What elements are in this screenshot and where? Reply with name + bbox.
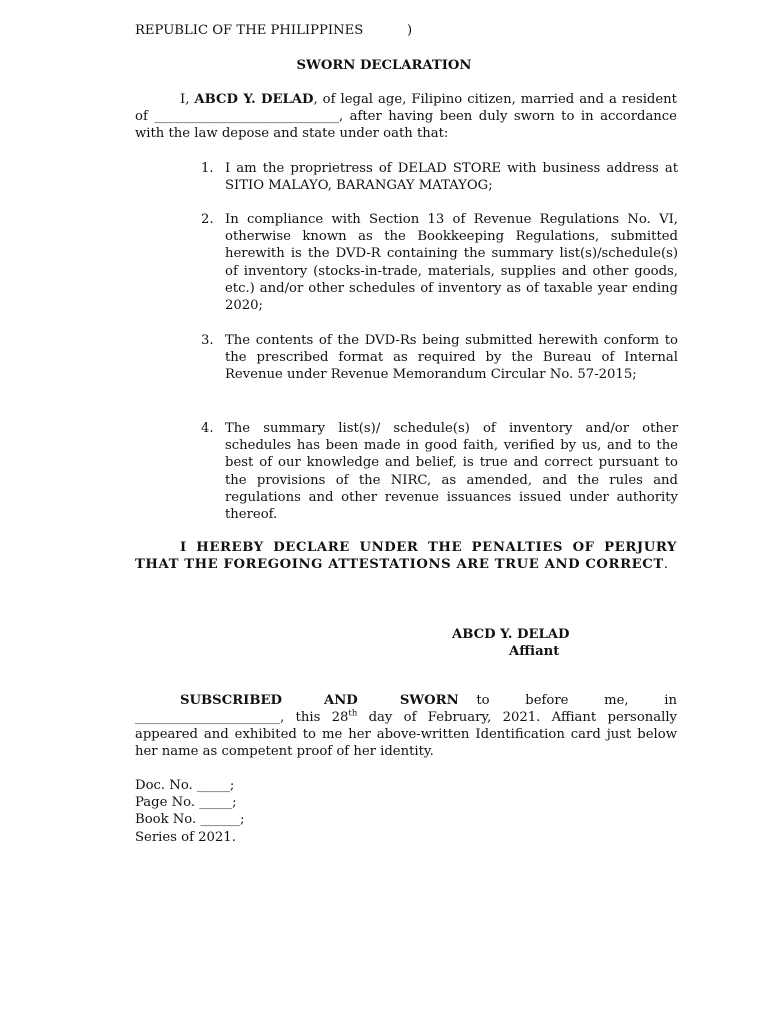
doc-number: Doc. No. _____;: [135, 778, 235, 793]
jurat-body: [135, 709, 677, 761]
perjury-declaration: [135, 539, 677, 573]
intro-prefix: I,: [180, 92, 190, 107]
list-item-text: In compliance with Section 13 of Revenue Regulations No. VI, otherwise known as the Bookkeeping Regulations, submitted herewith is the DVD-R containing the summary list(s)/schedule(s) of inventory (stocks-in-trade, materials, supplies and other goods, etc.) and/or other schedules of inventory as of taxable year ending 2020;: [225, 212, 678, 314]
venue-bracket: ): [407, 23, 413, 38]
declaration-text: I HEREBY DECLARE UNDER THE PENALTIES OF PERJURY THAT THE FOREGOING ATTESTATIONS ARE TRUE AND CORRECT: [135, 540, 677, 573]
series-year: Series of 2021.: [135, 830, 236, 845]
book-number: Book No. ______;: [135, 812, 245, 827]
venue-text: REPUBLIC OF THE PHILIPPINES: [135, 23, 364, 38]
list-item-text: The contents of the DVD-Rs being submitted herewith conform to the prescribed format as required by the Bureau of Internal Revenue under Revenue Memorandum Circular No. 57-2015;: [225, 333, 678, 383]
jurat-lead: SUBSCRIBED AND SWORN: [180, 693, 459, 708]
list-item-number: 1.: [201, 161, 214, 176]
declaration-period: .: [663, 557, 669, 573]
jurat-text-1: to before me, in: [476, 693, 677, 708]
venue-header: [135, 22, 363, 39]
jurat-text-3: day of February, 2021. Affiant personally appeared and exhibited to me her above-written Identification card just below her name as competent proof of her identity.: [135, 710, 677, 760]
jurat-ordinal-suffix: th: [348, 708, 358, 719]
list-item-number: 2.: [201, 212, 214, 227]
list-item-text: The summary list(s)/ schedule(s) of inventory and/or other schedules has been made in good faith, verified by us, and to the best of our knowledge and belief, is true and correct pursuant to the provisions of the NIRC, as amended, and the rules and regulations and other revenue issuances issued under authority thereof.: [225, 421, 678, 523]
residence-blank: ____________________________: [147, 109, 339, 125]
jurat-text-2: , this 28: [280, 710, 349, 725]
jurat-blank: ______________________: [135, 710, 281, 725]
affiant-name: ABCD Y. DELAD: [194, 92, 314, 107]
page-number: Page No. _____;: [135, 795, 237, 810]
list-item-text: I am the proprietress of DELAD STORE with business address at SITIO MALAYO, BARANGAY MATAYOG;: [225, 161, 678, 194]
signature-name: ABCD Y. DELAD: [452, 627, 570, 642]
intro-text-2: , after having been duly sworn to in accordance with the law depose and state under oath that:: [135, 109, 677, 142]
document-title: SWORN DECLARATION: [296, 58, 472, 73]
list-item-number: 3.: [201, 333, 214, 348]
list-item-number: 4.: [201, 421, 214, 436]
intro-text-1: , of legal age, Filipino citizen, married and a resident of: [135, 92, 677, 125]
signature-role: Affiant: [509, 644, 560, 659]
jurat-first-line: [135, 692, 677, 709]
intro-paragraph: [135, 91, 677, 143]
